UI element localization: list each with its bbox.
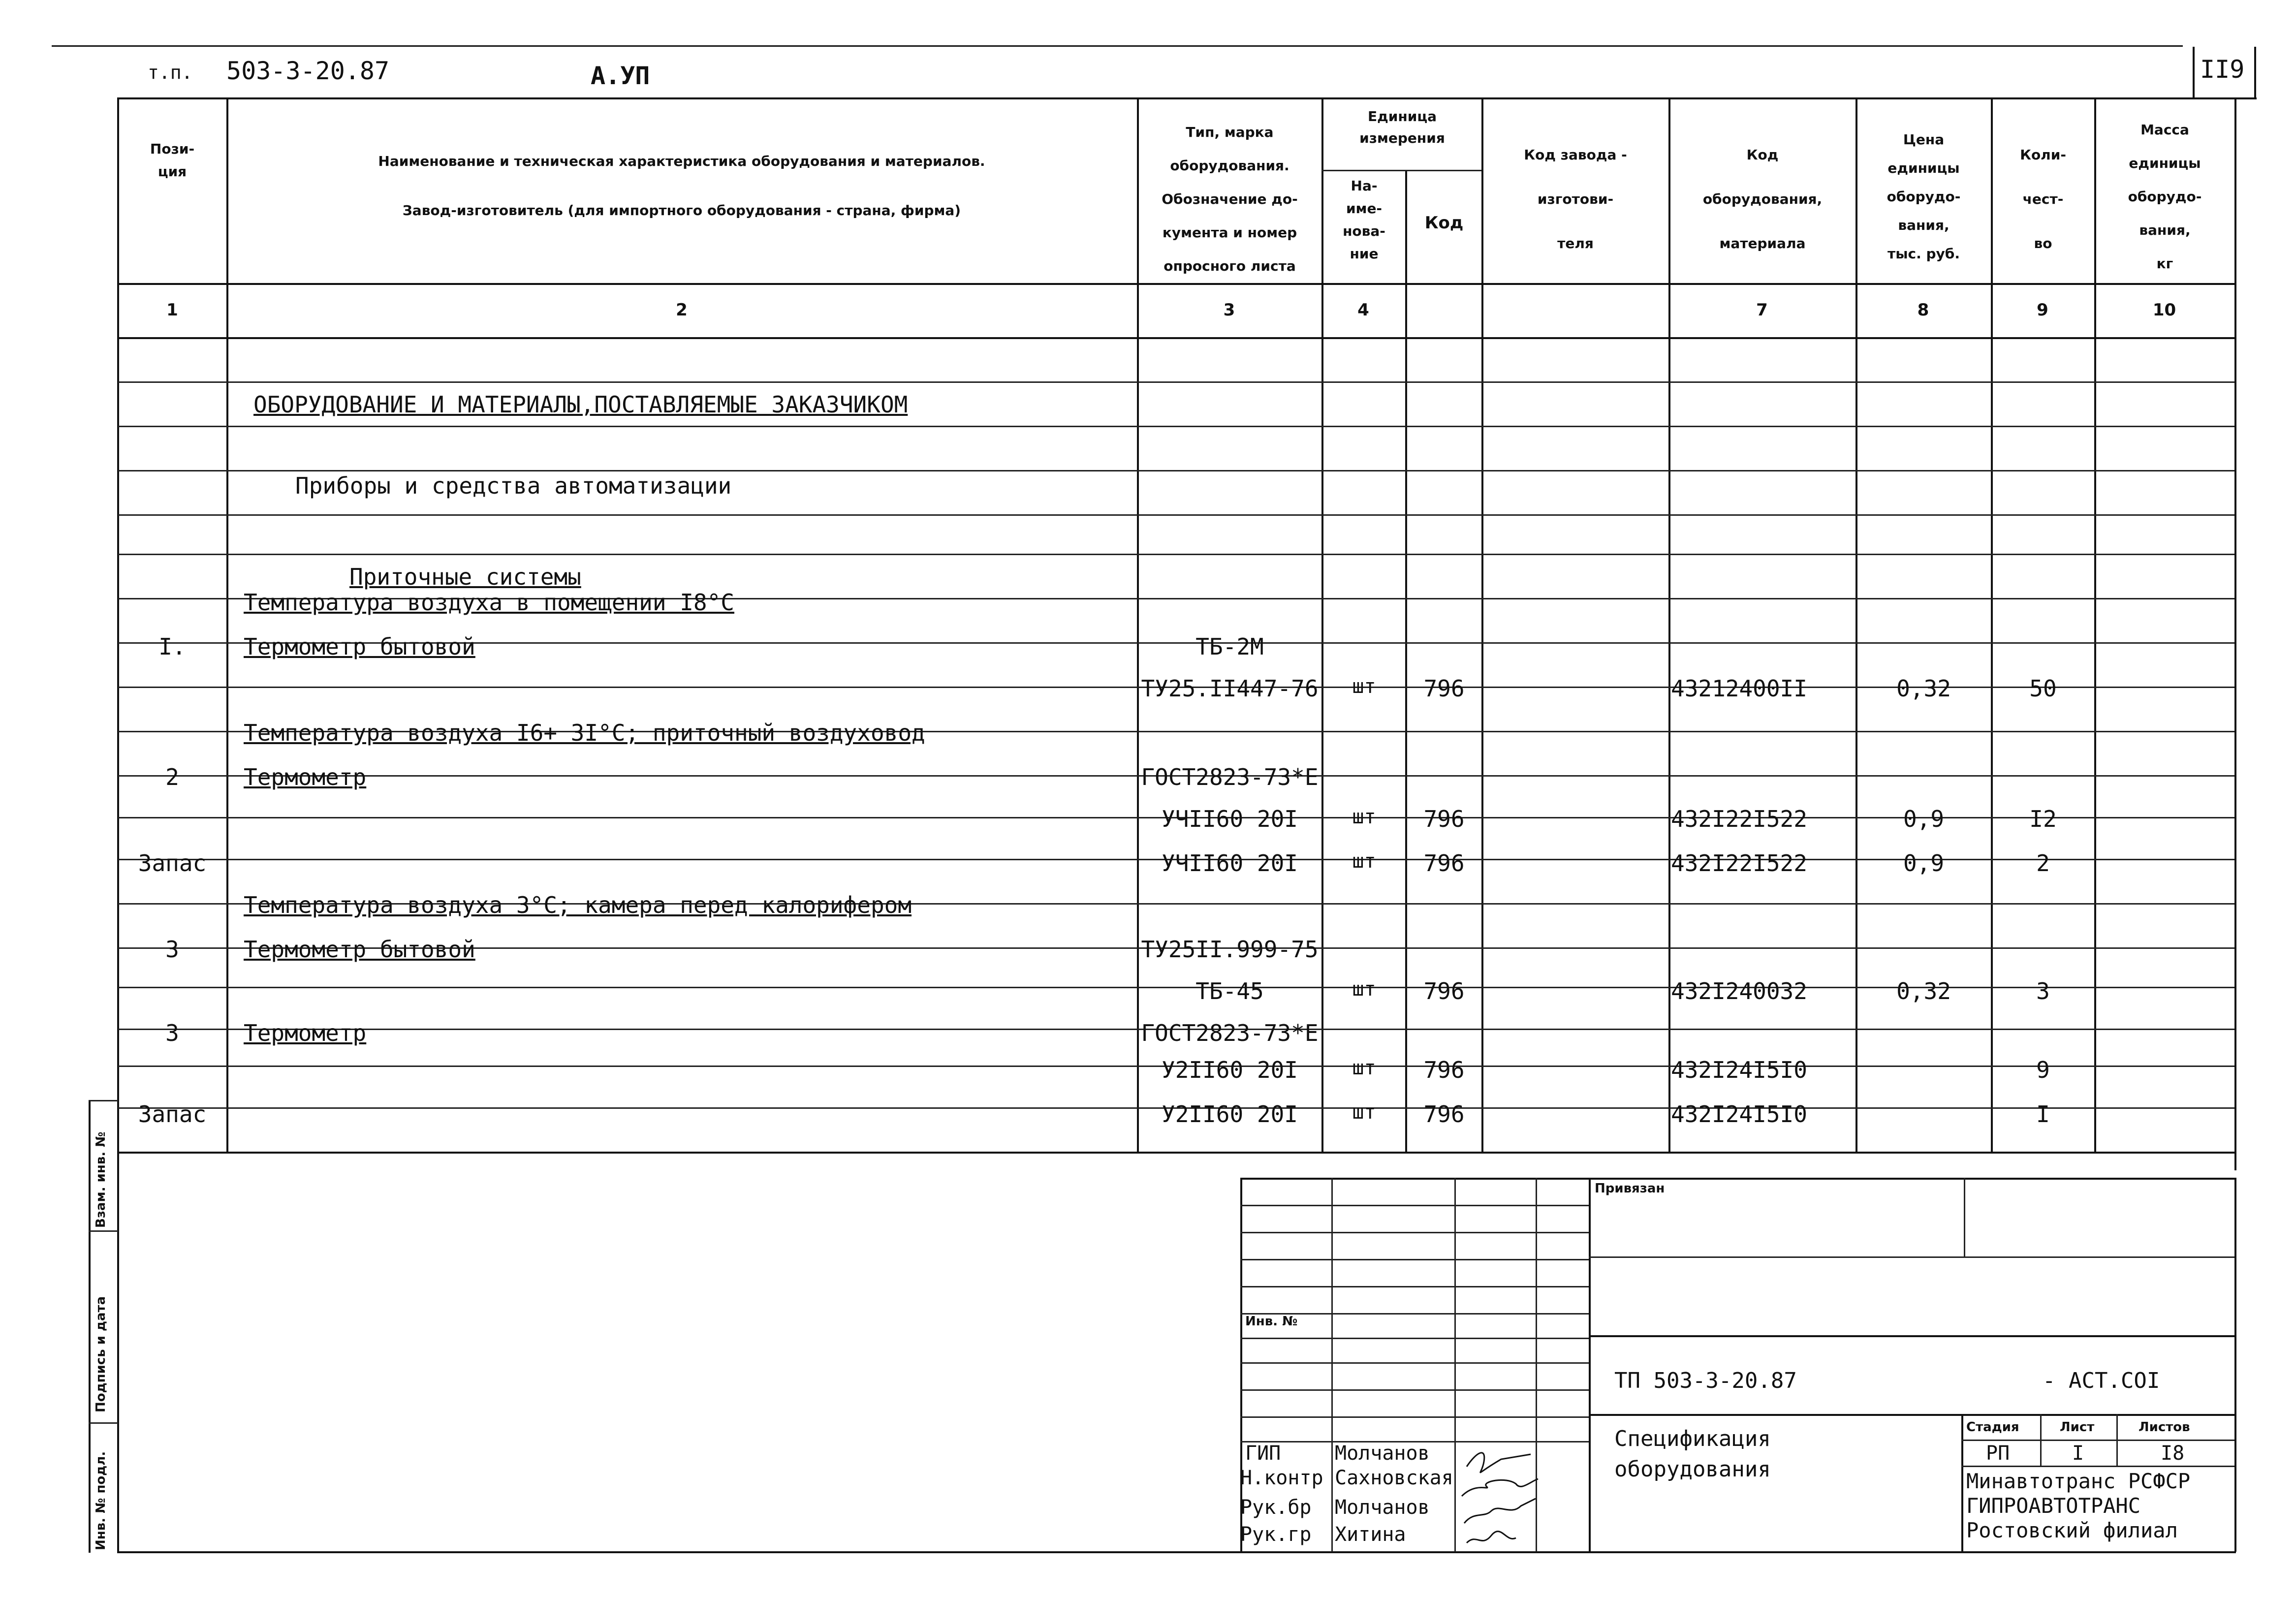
header-type: Тип, марка оборудования. Обозначение до- кумента и номер опросного листа: [1162, 124, 1298, 274]
tb-grid-line: [1240, 1259, 1589, 1260]
signer-name-2: Сахновская: [1335, 1467, 1453, 1489]
row-line: [118, 470, 2234, 471]
signer-name-1: Молчанов: [1335, 1442, 1430, 1465]
table-bottom-border: [117, 1152, 2236, 1154]
row-line: [118, 554, 2234, 555]
tb-doc-code-left: ТП 503-3-20.87: [1614, 1368, 1797, 1393]
doc-number: 503-3-20.87: [226, 57, 390, 85]
tb-sheets: I8: [2161, 1442, 2185, 1465]
page-number: II9: [2200, 55, 2245, 84]
cell-unit: шт: [1352, 978, 1376, 1001]
header-name-line2: Завод-изготовитель (для импортного оборудования - страна, фирма): [402, 202, 961, 219]
cell-type: ГОСТ2823-73*Е: [1141, 1020, 1319, 1046]
cell-code: 796: [1423, 850, 1465, 877]
header-price: Цена единицы оборудо- вания, тыс. руб.: [1887, 131, 1961, 262]
side-stamp-top: [89, 1100, 118, 1101]
tb-org-line1: Минавтотранс РСФСР: [1966, 1469, 2191, 1493]
header-mass: Масса единицы оборудо- вания, кг: [2128, 122, 2202, 272]
tb-grid-line: [1240, 1362, 1589, 1364]
cell-eqcode: 432I24I5I0: [1671, 1101, 1807, 1128]
cell-qty: 3: [2036, 978, 2050, 1004]
cell-name: Термометр бытовой: [244, 936, 475, 963]
signer-role-3: Рук.бр: [1240, 1496, 1312, 1519]
cell-unit: шт: [1352, 1057, 1376, 1079]
cell-type: ГОСТ2823-73*Е: [1141, 764, 1319, 790]
cell-qty: 50: [2029, 675, 2057, 702]
page-box-right: [2254, 47, 2256, 98]
cell-price: 0,32: [1896, 978, 1951, 1004]
cell-price: 0,9: [1903, 806, 1945, 832]
cell-qty: 9: [2036, 1057, 2050, 1083]
tb-col1: [1331, 1178, 1333, 1552]
header-name-line1: Наименование и техническая характеристика оборудования и материалов.: [378, 153, 985, 169]
tb-grid-line: [1240, 1232, 1589, 1233]
tb-stage: РП: [1986, 1442, 2010, 1465]
side-stamp-div1: [89, 1230, 118, 1232]
table-top-border: [118, 97, 2257, 99]
cell-price: 0,32: [1896, 675, 1951, 702]
cell-qty: I2: [2029, 806, 2057, 832]
tb-inv-no: Инв. №: [1245, 1314, 1298, 1329]
cell-unit: шт: [1352, 850, 1376, 873]
subsection-title: Приборы и средства автоматизации: [295, 472, 732, 499]
cell-name: Термометр: [244, 1020, 367, 1046]
signatures-image: [1457, 1437, 1541, 1550]
signer-name-4: Хитина: [1335, 1523, 1406, 1546]
cell-eqcode: 432I22I522: [1671, 806, 1807, 832]
tb-top: [1240, 1178, 2236, 1180]
tb-grid-line: [1240, 1416, 1589, 1418]
tb-grid-line: [1240, 1338, 1589, 1339]
cell-eqcode: 432I240032: [1671, 978, 1807, 1004]
tb-priv-bottom: [1589, 1256, 2234, 1258]
cell-eqcode: 432I24I5I0: [1671, 1057, 1807, 1083]
signer-role-4: Рук.гр: [1240, 1523, 1312, 1546]
cell-code: 796: [1423, 806, 1465, 832]
album-label: А.УП: [591, 62, 650, 90]
cell-type: УЧII60 20I: [1162, 806, 1298, 832]
tb-stage-label: Стадия: [1966, 1420, 2019, 1435]
side-stamp-left: [89, 1100, 91, 1553]
header-divider: [117, 283, 2236, 285]
tb-code-top: [1589, 1335, 2234, 1337]
cell-name: Температура воздуха I6+ 3I°C; приточный воздуховод: [244, 720, 925, 746]
tb-stage-col2: [2116, 1414, 2118, 1466]
table-right-border: [2234, 97, 2236, 1170]
colnum-8: 8: [1917, 300, 1929, 320]
tb-stage-bottom: [1961, 1466, 2234, 1467]
cell-type: ТУ25.II447-76: [1141, 675, 1319, 702]
cell-code: 796: [1423, 1101, 1465, 1128]
signer-name-3: Молчанов: [1335, 1496, 1430, 1519]
cell-pos: 2: [165, 764, 179, 790]
row-line: [118, 381, 2234, 383]
tb-doc-code-right: - АСТ.СОI: [2043, 1368, 2160, 1393]
tb-org-line3: Ростовский филиал: [1966, 1518, 2178, 1542]
cell-pos: Запас: [138, 850, 207, 877]
group-title: Приточные системы: [349, 564, 581, 590]
frame-bottom-border: [117, 1551, 2236, 1553]
header-unit-group: Единица измерения: [1359, 108, 1445, 146]
tb-sheets-label: Листов: [2139, 1420, 2190, 1435]
cell-name: Термометр бытовой: [244, 633, 475, 660]
unit-group-divider: [1321, 170, 1481, 171]
cell-code: 796: [1423, 675, 1465, 702]
cell-pos: I.: [158, 633, 186, 660]
tb-title-line2: оборудования: [1614, 1457, 1771, 1482]
cell-type: ТБ-2М: [1195, 633, 1264, 660]
header-equipment-code: Код оборудования, материала: [1702, 147, 1823, 251]
cell-name: Температура воздуха в помещении I8°C: [244, 589, 734, 616]
cell-name: Температура воздуха 3°C; камера перед калорифером: [244, 892, 912, 918]
row-line: [118, 426, 2234, 427]
tp-label: т.п.: [148, 62, 193, 83]
tb-right: [2234, 1178, 2236, 1552]
header-position: Пози- ция: [150, 141, 195, 180]
colnum-divider: [117, 337, 2236, 339]
tb-org-line2: ГИПРОАВТОТРАНС: [1966, 1494, 2141, 1518]
cell-unit: шт: [1352, 1101, 1376, 1124]
cell-type: ТБ-45: [1195, 978, 1264, 1004]
tb-stage-hdr-bottom: [1961, 1440, 2234, 1441]
tb-title-divider: [1961, 1414, 1963, 1552]
header-quantity: Коли- чест- во: [2020, 147, 2066, 251]
tb-stage-col1: [2040, 1414, 2042, 1466]
cell-name: Термометр: [244, 764, 367, 790]
header-maker-code: Код завода - изготови- теля: [1524, 147, 1627, 251]
colnum-3: 3: [1223, 300, 1235, 320]
top-rule: [52, 45, 2183, 47]
row-line: [118, 514, 2234, 516]
signer-role-2: Н.контр: [1240, 1467, 1323, 1489]
tb-grid-line: [1240, 1286, 1589, 1287]
header-unit-code: Код: [1424, 213, 1464, 233]
side-inv-podl: Инв. № подл.: [94, 1451, 108, 1550]
cell-price: 0,9: [1903, 850, 1945, 877]
cell-type: У2II60 20I: [1162, 1057, 1298, 1083]
cell-type: У2II60 20I: [1162, 1101, 1298, 1128]
cell-pos: 3: [165, 1020, 179, 1046]
cell-unit: шт: [1352, 675, 1376, 698]
tb-sheet: I: [2072, 1442, 2084, 1465]
side-stamp-div2: [89, 1422, 118, 1424]
tb-col2: [1454, 1178, 1456, 1552]
cell-code: 796: [1423, 1057, 1465, 1083]
tb-privyazan: Привязан: [1595, 1181, 1665, 1196]
tb-sheet-label: Лист: [2060, 1420, 2095, 1435]
colnum-10: 10: [2152, 300, 2176, 320]
cell-code: 796: [1423, 978, 1465, 1004]
cell-eqcode: 43212400II: [1671, 675, 1807, 702]
cell-qty: 2: [2036, 850, 2050, 877]
colnum-7: 7: [1756, 300, 1768, 320]
side-inv-vzam: Взам. инв. №: [94, 1131, 108, 1228]
tb-grid-line: [1240, 1389, 1589, 1391]
cell-type: ТУ25II.999-75: [1141, 936, 1319, 963]
col-line-4: [1405, 170, 1407, 1153]
colnum-4: 4: [1357, 300, 1369, 320]
tb-grid-line: [1240, 1205, 1589, 1206]
cell-eqcode: 432I22I522: [1671, 850, 1807, 877]
header-unit-name: На- име- нова- ние: [1343, 178, 1385, 262]
colnum-9: 9: [2037, 300, 2048, 320]
col-line-1: [226, 97, 228, 1153]
cell-qty: I: [2036, 1101, 2050, 1128]
tb-title-line1: Спецификация: [1614, 1426, 1771, 1451]
colnum-1: 1: [166, 300, 178, 320]
page-box-left: [2193, 47, 2195, 98]
tb-priv-divider: [1964, 1178, 1965, 1256]
cell-pos: 3: [165, 936, 179, 963]
tb-left: [1240, 1178, 1242, 1552]
section-title: ОБОРУДОВАНИЕ И МАТЕРИАЛЫ,ПОСТАВЛЯЕМЫЕ ЗАКАЗЧИКОМ: [253, 391, 908, 418]
signer-role-1: ГИП: [1245, 1442, 1281, 1465]
tb-code-bottom: [1589, 1414, 2234, 1416]
cell-type: УЧII60 20I: [1162, 850, 1298, 877]
cell-unit: шт: [1352, 806, 1376, 828]
colnum-2: 2: [676, 300, 688, 320]
tb-col4: [1589, 1178, 1591, 1552]
cell-pos: Запас: [138, 1101, 207, 1128]
side-sign-date: Подпись и дата: [94, 1296, 108, 1412]
